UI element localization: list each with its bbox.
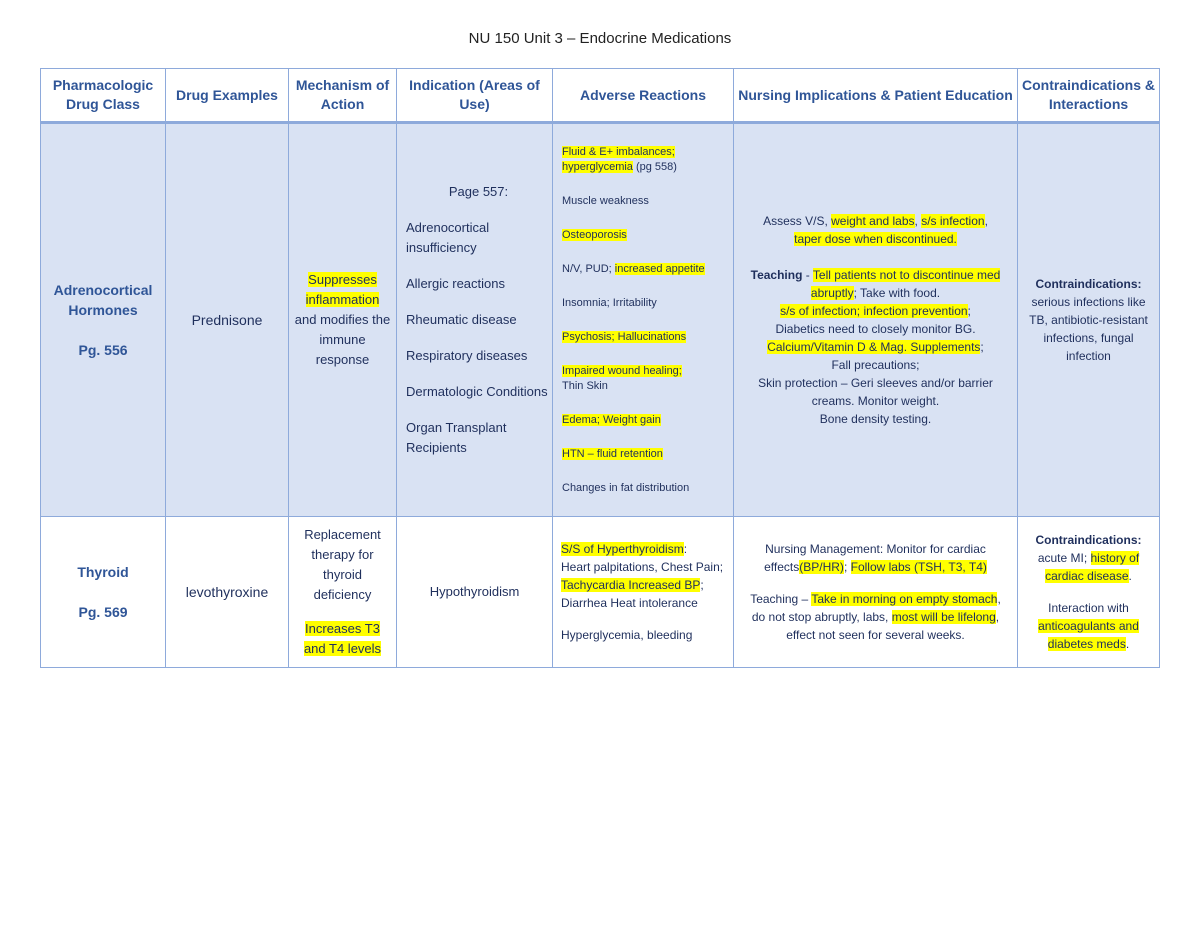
cell-contraindications [1018,123,1160,517]
nursing-text: ; [843,560,851,574]
teaching-block [744,266,1007,428]
cell-drug-example [166,123,289,517]
highlight-text: Tell patients not to discontinue med abruptly [810,268,1001,300]
highlight-text: s/s of infection; infection prevention [780,304,968,318]
indication-page-ref: Page 557: [448,184,509,199]
highlight-text: Edema; Weight gain [562,413,661,426]
adverse-text: (pg 558) [632,160,677,173]
header-adverse-reactions: Adverse Reactions [553,69,734,123]
class-page: Pg. 569 [78,604,128,620]
adverse-text: ; Diarrhea Heat intolerance [561,578,704,610]
highlight-text: most will be lifelong [891,610,996,624]
management-line [744,540,1007,576]
teaching-label: Teaching [750,268,803,282]
contra-text: . [1128,569,1132,583]
contra-text: . [1125,637,1130,651]
list-item [562,145,732,175]
header-mechanism: Mechanism of Action [289,69,397,123]
list-item: Adrenocortical insufficiency [406,220,490,255]
cell-indication [397,123,553,517]
highlight-text: Tachycardia Increased BP [561,578,701,592]
nursing-text: ; Take with food. [853,286,941,300]
header-drug-class: Pharmacologic Drug Class [41,69,166,123]
cell-drug-class [41,517,166,668]
highlight-text: S/S of Hyperthyroidism [561,542,684,556]
cell-nursing-implications [734,123,1018,517]
highlight-text: HTN – fluid retention [562,447,663,460]
highlight-text: Osteoporosis [562,228,627,241]
table-header-row [41,69,1160,123]
cell-indication [397,517,553,668]
cell-adverse-reactions [553,517,734,668]
highlight-text: Calcium/Vitamin D & Mag. Supplements [767,340,981,354]
highlight-text: weight and labs [831,214,915,228]
contra-text: Interaction with [1048,601,1129,615]
list-item [562,413,732,428]
highlight-text: Psychosis; Hallucinations [562,330,687,343]
highlight-text: Follow labs (TSH, T3, T4) [850,560,987,574]
contraindications-text [1022,549,1155,585]
list-item: Allergic reactions [406,276,505,291]
cell-mechanism [289,123,397,517]
highlight-text: Fluid & E+ imbalances; [562,145,675,158]
highlight-text: hyperglycemia [562,160,633,173]
mechanism-highlight: Suppresses inflammation [305,272,380,307]
list-item [562,330,732,345]
nursing-text: Nursing Management: Monitor for cardiac effects [764,542,986,574]
drug-name: Prednisone [191,312,263,328]
mechanism-highlight: Increases T3 and T4 levels [303,621,382,656]
list-item: Organ Transplant Recipients [406,420,507,455]
highlight-text: increased appetite [614,262,705,275]
contraindications-label: Contraindications: [1035,533,1142,547]
cell-nursing-implications [734,517,1018,668]
contraindications-label: Contraindications: [1035,277,1142,291]
adverse-text: N/V, PUD; [562,262,615,275]
indication-text: Hypothyroidism [429,584,520,599]
teaching-block [744,590,1007,644]
nursing-text: Diabetics need to closely monitor BG. [775,322,976,336]
list-item: Insomnia; Irritability [562,296,657,309]
list-item: Muscle weakness [562,194,649,207]
highlight-text: taper dose when discontinued. [794,232,957,246]
header-drug-examples: Drug Examples [166,69,289,123]
list-item [562,228,732,243]
highlight-text: history of cardiac disease [1045,551,1140,583]
adverse-text: : [683,542,688,556]
cell-adverse-reactions [553,123,734,517]
drug-name: levothyroxine [185,584,269,600]
cell-drug-class [41,123,166,517]
nursing-text: , [984,214,988,228]
list-item: Changes in fat distribution [562,481,690,494]
nursing-text: Fall precautions; [831,358,920,372]
medication-table [40,68,1160,668]
class-name: Adrenocortical Hormones [53,282,153,318]
adverse-text: Heart palpitations, Chest Pain; [561,560,724,574]
highlight-text: Take in morning on empty stomach [811,592,998,606]
adverse-text: Thin Skin [562,379,608,392]
nursing-text: Skin protection – Geri sleeves and/or barrier creams. Monitor weight. [758,376,993,408]
assess-line [744,212,1007,248]
mechanism-text: and modifies the immune response [294,312,391,367]
cell-drug-example [166,517,289,668]
class-page: Pg. 556 [78,342,128,358]
nursing-text: , do not stop abruptly, labs, [751,592,1001,624]
contra-text: acute MI; [1037,551,1091,565]
list-item: Respiratory diseases [406,348,528,363]
interactions-text [1022,599,1155,653]
adverse-block [561,540,732,612]
cell-contraindications [1018,517,1160,668]
class-name: Thyroid [77,564,129,580]
list-item [562,447,732,462]
header-indication: Indication (Areas of Use) [397,69,553,123]
nursing-text: , effect not seen for several weeks. [786,610,1000,642]
adverse-text: Hyperglycemia, bleeding [561,628,693,642]
header-nursing-implications: Nursing Implications & Patient Education [734,69,1018,123]
cell-mechanism [289,517,397,668]
nursing-text: Assess V/S, [763,214,832,228]
mechanism-text: Replacement therapy for thyroid deficiency [304,527,381,602]
nursing-text: Teaching – [750,592,812,606]
table-row [41,517,1160,668]
list-item: Dermatologic Conditions [406,384,548,399]
header-contraindications: Contraindications & Interactions [1018,69,1160,123]
highlight-text: Impaired wound healing; [562,364,682,377]
contraindications-text: serious infections like TB, antibiotic-resistant infections, fungal infection [1029,295,1148,363]
highlight-text: s/s infection [921,214,985,228]
list-item [562,262,732,277]
nursing-text: - [802,268,813,282]
nursing-text: ; [980,340,984,354]
document-title: NU 150 Unit 3 – Endocrine Medications [468,30,732,47]
list-item [562,364,732,394]
list-item: Rheumatic disease [406,312,517,327]
nursing-text: ; [967,304,971,318]
highlight-text: (BP/HR) [799,560,844,574]
nursing-text: , [914,214,922,228]
highlight-text: anticoagulants and diabetes meds [1038,619,1139,651]
table-row [41,123,1160,517]
nursing-text: Bone density testing. [819,412,932,426]
